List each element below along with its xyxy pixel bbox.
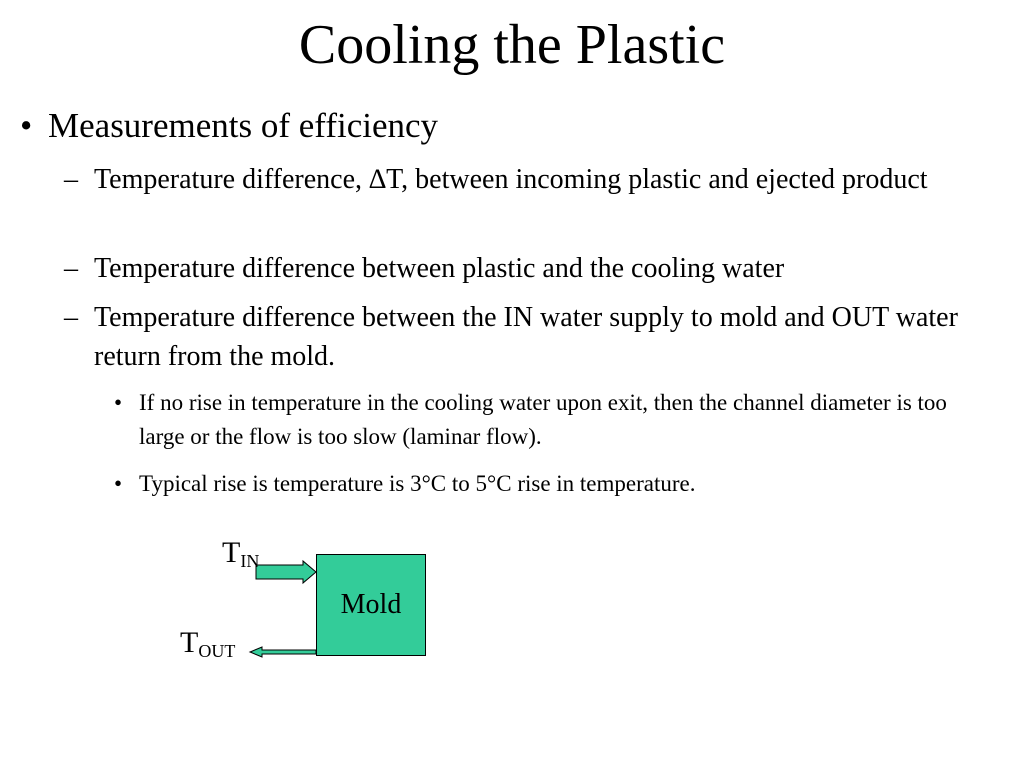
t-out-base: T (180, 626, 199, 659)
subbullet-text: Temperature difference between plastic and the cooling water (94, 253, 785, 284)
subbullet-in-out-water (64, 298, 1004, 376)
dash-marker: – (64, 302, 78, 333)
detail-text: If no rise in temperature in the cooling water upon exit, then the channel diameter is too large or the flow is too slow (laminar flow). (139, 390, 947, 449)
bullet-marker: • (20, 106, 33, 145)
dash-marker: – (64, 253, 78, 284)
mold-diagram (170, 530, 470, 680)
t-out-label (180, 628, 235, 661)
subbullet-text: Temperature difference between the IN water supply to mold and OUT water return from the mold. (94, 302, 958, 372)
dot-marker: • (114, 471, 123, 496)
t-in-label (222, 538, 259, 571)
detail-text: Typical rise is temperature is 3°C to 5°C rise in temperature. (139, 471, 696, 496)
bullet-text: Measurements of efficiency (48, 106, 439, 145)
dash-marker: – (64, 164, 78, 195)
mold-box (316, 554, 426, 656)
t-in-subscript: IN (240, 551, 260, 571)
detail-no-rise (114, 386, 994, 454)
t-in-base: T (222, 536, 241, 569)
subbullet-text: Temperature difference, ∆T, between incoming plastic and ejected product (94, 164, 928, 195)
slide-title: Cooling the Plastic (298, 14, 726, 76)
mold-label: Mold (340, 589, 402, 620)
detail-typical-rise (114, 467, 994, 501)
subbullet-plastic-water (64, 249, 1004, 288)
water-in-arrow (256, 561, 316, 583)
t-out-subscript: OUT (198, 641, 236, 661)
water-out-arrow (250, 647, 316, 657)
bullet-measurements (20, 106, 1000, 146)
dot-marker: • (114, 390, 123, 415)
subbullet-delta-t (64, 160, 1004, 199)
